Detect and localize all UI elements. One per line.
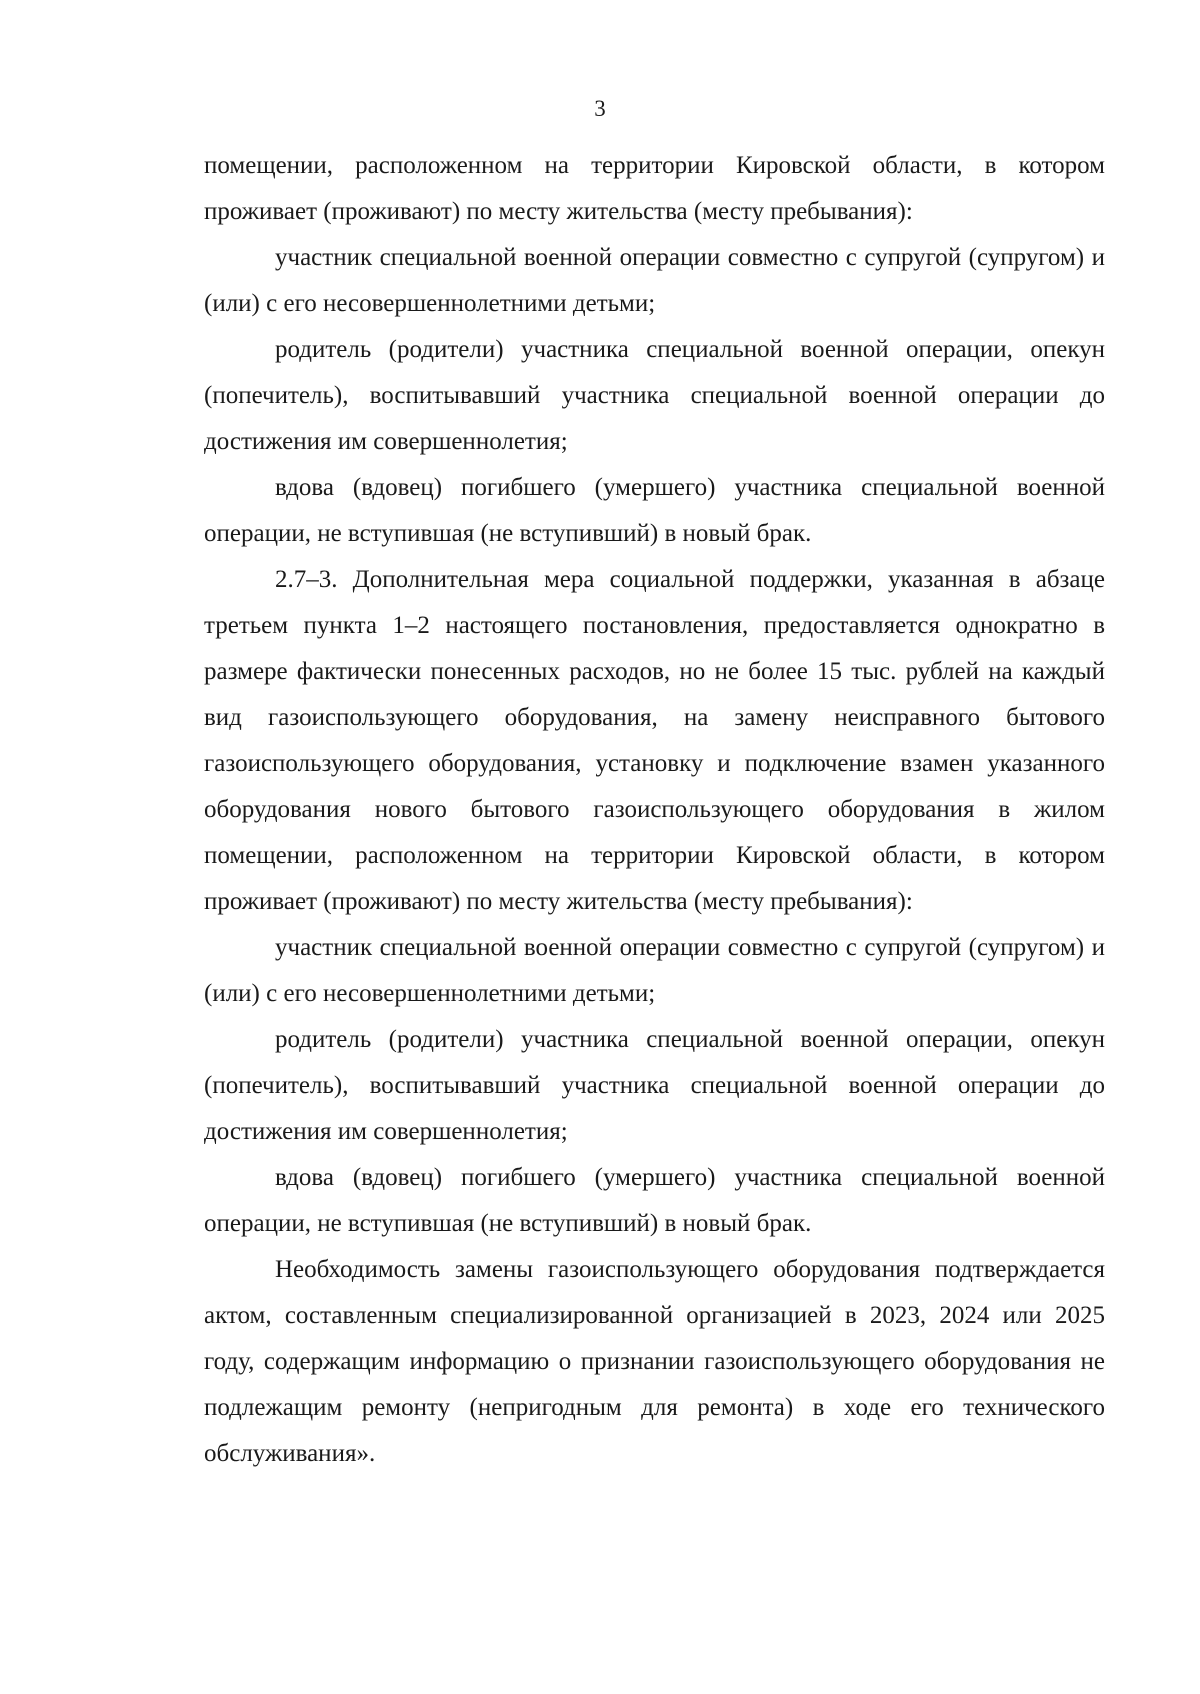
paragraph-9: Необходимость замены газоиспользующего оборудования подтверждается актом, составленным специализированной организацией в 2023, 2024 или 2025 году, содержащим информацию о признании газоиспользующего оборудования не подлежащим ремонту (непригодным для ремонта) в ходе его технического обслуживания».	[204, 1256, 1105, 1467]
paragraph-3: родитель (родители) участника специальной военной операции, опекун (попечитель), воспитывавший участника специальной военной операции до достижения им совершеннолетия;	[204, 336, 1105, 455]
paragraph-1: помещении, расположенном на территории Кировской области, в котором проживает (проживают) по месту жительства (месту пребывания):	[204, 152, 1105, 225]
paragraph-7: родитель (родители) участника специальной военной операции, опекун (попечитель), воспитывавший участника специальной военной операции до достижения им совершеннолетия;	[204, 1026, 1105, 1145]
document-body	[204, 143, 1105, 1477]
page-number: 3	[594, 96, 606, 121]
paragraph-2: участник специальной военной операции совместно с супругой (супругом) и (или) с его несовершеннолетними детьми;	[204, 244, 1105, 317]
paragraph-5: 2.7–3. Дополнительная мера социальной поддержки, указанная в абзаце третьем пункта 1–2 настоящего постановления, предоставляется однократно в размере фактически понесенных расходов, но не более 15 тыс. рублей на каждый вид газоиспользующего оборудования, на замену неисправного бытового газоиспользующего оборудования, установку и подключение взамен указанного оборудования нового бытового газоиспользующего оборудования в жилом помещении, расположенном на территории Кировской области, в котором проживает (проживают) по месту жительства (месту пребывания):	[204, 566, 1105, 915]
paragraph-6: участник специальной военной операции совместно с супругой (супругом) и (или) с его несовершеннолетними детьми;	[204, 934, 1105, 1007]
paragraph-4: вдова (вдовец) погибшего (умершего) участника специальной военной операции, не вступившая (не вступивший) в новый брак.	[204, 474, 1105, 547]
paragraph-8: вдова (вдовец) погибшего (умершего) участника специальной военной операции, не вступившая (не вступивший) в новый брак.	[204, 1164, 1105, 1237]
